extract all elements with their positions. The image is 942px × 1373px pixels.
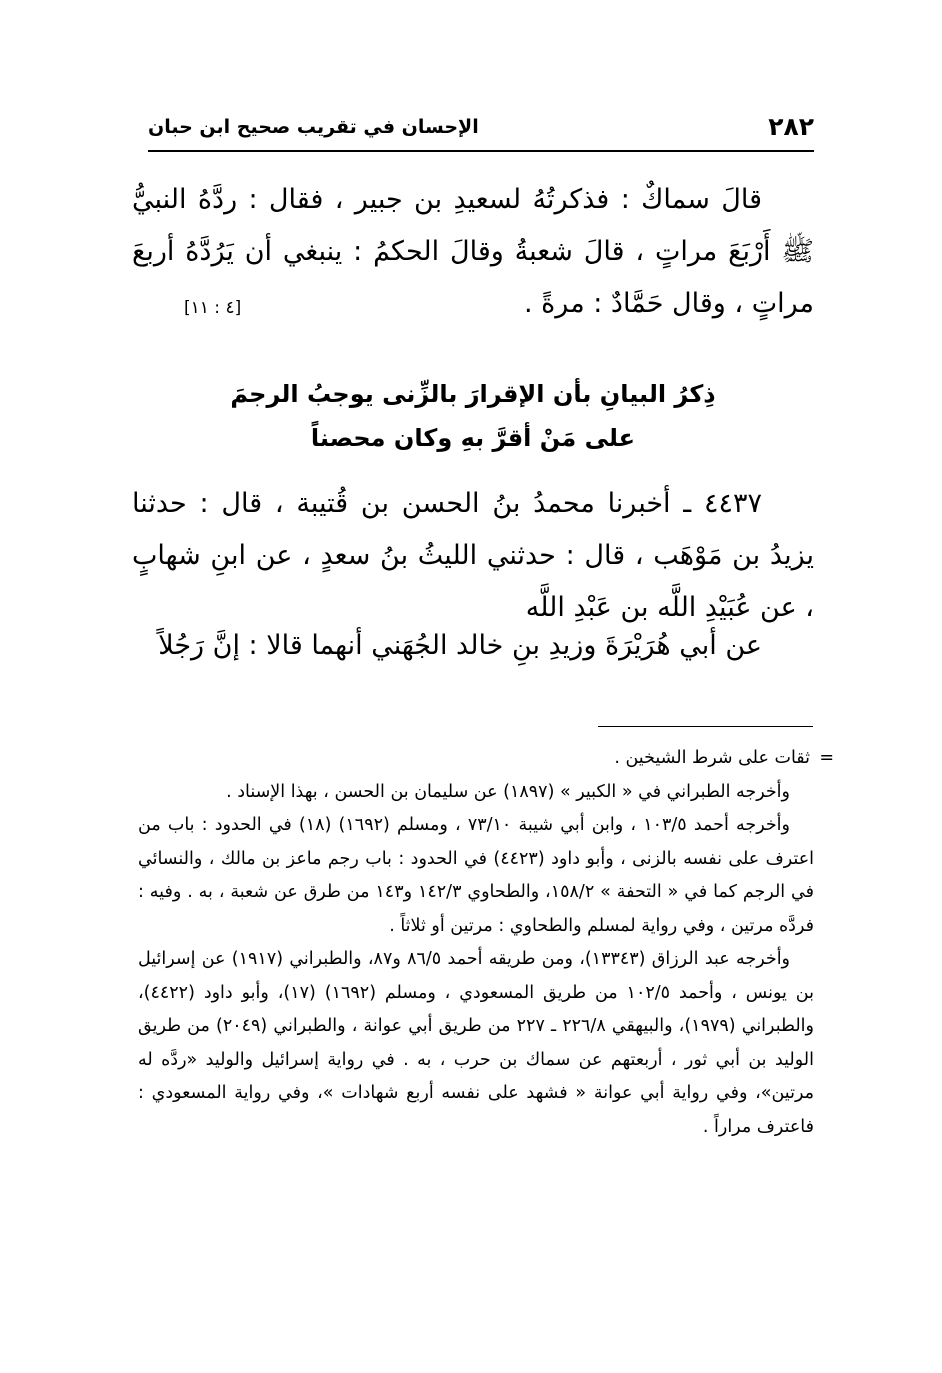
footnote-4: وأخرجه عبد الرزاق (١٣٣٤٣)، ومن طريقه أحمد ٨٦/٥ و٨٧، والطبراني (١٩١٧) عن إسرائيل بن يونس ، وأحمد ١٠٢/٥ من طريق المسعودي ، ومسلم (١٦٩٢) (١٧)، وأبو داود (٤٤٢٢)، والطبراني (١٩٧٩)، والبيهقي ٢٢٦/٨ ـ ٢٢٧ من طريق أبي عوانة ، والطبراني (٢٠٤٩) من طريق الوليد بن أبي ثور ، أربعتهم عن سماك بن حرب ، به . في رواية إسرائيل والوليد «ردَّه له مرتين»، وفي رواية أبي عوانة « فشهد على نفسه أربع شهادات »، وفي رواية المسعودي : فاعترف مراراً .: [138, 949, 814, 1137]
hadith-matn-paragraph: عن أبي هُرَيْرَةَ وزيدِ بنِ خالد الجُهَني أنهما قالا : إنَّ رَجُلاً: [158, 630, 762, 661]
section-reference: [٤ : ١١]: [184, 298, 242, 318]
footnote-text: ثقات على شرط الشيخين .: [614, 748, 810, 768]
hadith-isnad-paragraph: ٤٤٣٧ ـ أخبرنا محمدُ بنُ الحسن بن قُتيبة ، قال : حدثنا يزيدُ بن مَوْهَب ، قال : حدثني الليثُ بنُ سعدٍ ، عن ابنِ شهابٍ ، عن عُبَيْدِ اللَّه بن عَبْدِ اللَّه: [132, 488, 814, 623]
paragraph-text: قالَ سماكٌ : فذكرتُهُ لسعيدِ بن جبير ، فقال : ردَّهُ النبيُّ ﷺ أَرْبَعَ مراتٍ ، قالَ شعبةُ وقالَ الحكمُ : ينبغي أن يَرُدَّهُ أربعَ مراتٍ ، وقال حَمَّادٌ : مرةً .: [132, 184, 814, 319]
chapter-heading-line-1: ذِكرُ البيانِ بأن الإقرارَ بالزِّنى يوجبُ الرجمَ: [230, 380, 716, 408]
chapter-heading-line-2: على مَنْ أقرَّ بهِ وكان محصناً: [310, 424, 636, 452]
chapter-heading: [132, 372, 814, 460]
page-number: ٢٨٢: [768, 112, 814, 141]
footnote-2: وأخرجه الطبراني في « الكبير » (١٨٩٧) عن سليمان بن الحسن ، بهذا الإسناد .: [226, 781, 790, 802]
hadith-ending-paragraph: [132, 174, 814, 334]
footnote-separator: [598, 726, 813, 727]
footnote-1: [138, 742, 834, 776]
running-title: الإحسان في تقريب صحيح ابن حبان: [148, 116, 479, 138]
continuation-mark: =: [819, 748, 834, 768]
footnote-3: وأخرجه أحمد ١٠٣/٥ ، وابن أبي شيبة ٧٣/١٠ ، ومسلم (١٦٩٢) (١٨) في الحدود : باب من اعترف على نفسه بالزنى ، وأبو داود (٤٤٢٣) في الحدود : باب رجم ماعز بن مالك ، والنسائي في الرجم كما في « التحفة » ١٥٨/٢، والطحاوي ١٤٢/٣ و١٤٣ من طرق عن شعبة ، به . وفيه : فردَّه مرتين ، وفي رواية لمسلم والطحاوي : مرتين أو ثلاثاً .: [138, 815, 815, 936]
footnotes: [138, 742, 834, 1144]
header-rule: [148, 150, 814, 152]
page-header: [148, 108, 814, 150]
